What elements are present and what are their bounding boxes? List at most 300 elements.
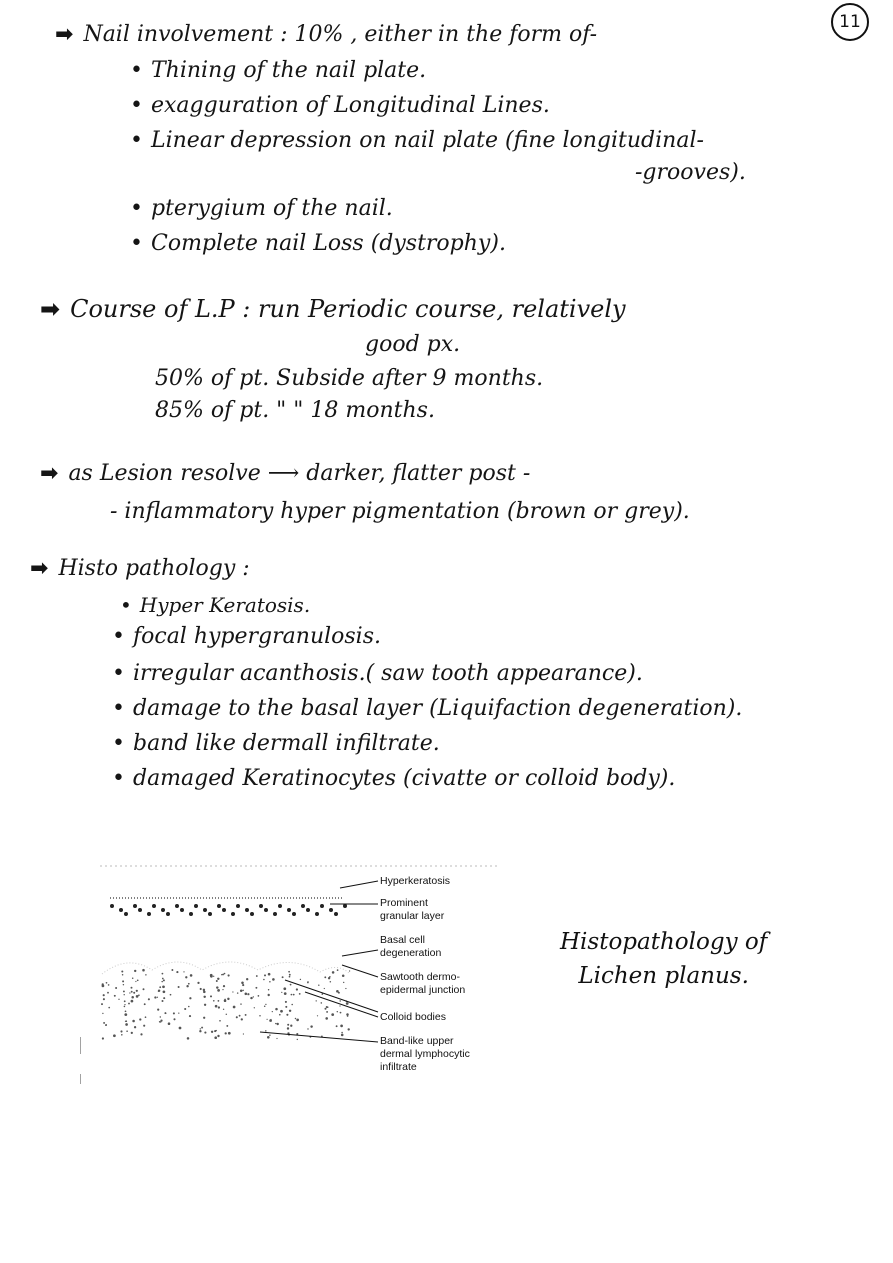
lesion-line: as Lesion resolve ⟶ darker, flatter post -	[68, 461, 531, 486]
infiltrate-dot	[224, 999, 226, 1001]
infiltrate-dot	[328, 977, 330, 979]
infiltrate-dot	[140, 1033, 142, 1035]
infiltrate-dot	[178, 1012, 179, 1013]
granular-dot	[119, 908, 123, 912]
infiltrate-dot	[178, 986, 180, 988]
infiltrate-dot	[284, 992, 287, 995]
list-item: • damaged Keratinocytes (civatte or colloid body).	[112, 766, 676, 791]
infiltrate-dot	[259, 1015, 261, 1017]
infiltrate-dot	[241, 982, 244, 985]
infiltrate-dot	[162, 985, 165, 988]
infiltrate-dot	[245, 993, 248, 996]
course-heading-row	[40, 296, 626, 322]
label-hyperkeratosis: Hyperkeratosis	[380, 875, 451, 887]
infiltrate-dot	[121, 1034, 123, 1036]
infiltrate-dot	[268, 973, 271, 976]
label-basal: Basal cell	[380, 934, 425, 946]
infiltrate-dot	[268, 989, 269, 990]
infiltrate-dot	[255, 987, 257, 989]
infiltrate-dot	[331, 1013, 334, 1016]
infiltrate-dot	[190, 974, 193, 977]
infiltrate-dot	[269, 1034, 271, 1036]
infiltrate-dot	[123, 984, 124, 985]
infiltrate-dot	[263, 979, 265, 981]
granular-dot	[287, 908, 291, 912]
infiltrate-dot	[134, 970, 136, 972]
infiltrate-dot	[337, 969, 339, 971]
infiltrate-dot	[282, 976, 284, 978]
infiltrate-dot	[132, 977, 133, 978]
list-item: • focal hypergranulosis.	[112, 624, 381, 649]
infiltrate-dot	[266, 1019, 267, 1020]
infiltrate-dot	[123, 990, 125, 992]
infiltrate-dot	[125, 1023, 128, 1026]
infiltrate-dot	[226, 1014, 227, 1015]
infiltrate-dot	[318, 984, 319, 985]
infiltrate-dot	[114, 995, 116, 997]
infiltrate-dot	[233, 1006, 236, 1009]
infiltrate-dot	[103, 998, 105, 1000]
infiltrate-dot	[325, 1017, 328, 1020]
infiltrate-dot	[346, 1013, 349, 1016]
arrow-right-icon: ➡	[40, 295, 61, 323]
granular-dot	[329, 908, 333, 912]
infiltrate-dot	[223, 985, 225, 987]
infiltrate-dot	[132, 1020, 135, 1023]
infiltrate-dot	[289, 1010, 291, 1012]
label-granular: Prominent	[380, 897, 428, 909]
label-basal: degeneration	[380, 947, 442, 959]
infiltrate-dot	[224, 1000, 226, 1002]
granular-dot	[152, 904, 156, 908]
infiltrate-dot	[276, 1038, 277, 1039]
infiltrate-dot	[124, 1006, 126, 1008]
infiltrate-dot	[242, 984, 244, 986]
infiltrate-dot	[217, 1035, 219, 1037]
granular-dot	[320, 904, 324, 908]
granular-dot	[231, 912, 235, 916]
infiltrate-dot	[327, 1006, 329, 1008]
infiltrate-dot	[124, 1000, 126, 1002]
infiltrate-dot	[291, 1004, 293, 1006]
infiltrate-dot	[218, 1000, 220, 1002]
infiltrate-dot	[125, 1010, 127, 1012]
infiltrate-dot	[296, 1019, 299, 1022]
infiltrate-dot	[217, 989, 220, 992]
infiltrate-dot	[120, 1030, 122, 1032]
infiltrate-dot	[142, 969, 145, 972]
infiltrate-dot	[108, 1007, 110, 1009]
leader-line	[342, 950, 378, 956]
infiltrate-dot	[176, 971, 178, 973]
infiltrate-dot	[217, 978, 219, 980]
infiltrate-dot	[222, 974, 224, 976]
infiltrate-dot	[291, 994, 293, 996]
infiltrate-dot	[219, 1020, 221, 1022]
infiltrate-dot	[157, 997, 158, 998]
infiltrate-dot	[162, 973, 164, 975]
infiltrate-dot	[349, 970, 350, 971]
granular-dot	[273, 912, 277, 916]
infiltrate-dot	[293, 994, 295, 996]
infiltrate-dot	[316, 1000, 317, 1001]
histopathology-figure	[80, 862, 510, 1092]
infiltrate-dot	[216, 980, 218, 982]
granular-dot	[161, 908, 165, 912]
page-number: 11	[831, 3, 869, 41]
arrow-right-icon: ➡	[40, 461, 59, 486]
infiltrate-dot	[122, 980, 124, 982]
infiltrate-dot	[138, 994, 140, 996]
granular-dot	[259, 904, 263, 908]
infiltrate-dot	[197, 982, 199, 984]
list-item: • Linear depression on nail plate (fine longitudinal-	[130, 128, 704, 153]
infiltrate-dot	[342, 975, 345, 978]
infiltrate-dot	[216, 986, 218, 988]
arrow-right-icon: ➡	[30, 556, 49, 581]
granular-dot	[334, 912, 338, 916]
granular-dot	[175, 904, 179, 908]
infiltrate-dot	[250, 997, 252, 999]
infiltrate-dot	[280, 1010, 283, 1013]
granular-dot	[222, 908, 226, 912]
lesion-row	[40, 461, 530, 487]
bullet-icon: •	[112, 731, 125, 756]
infiltrate-dot	[183, 971, 184, 972]
leader-line	[342, 965, 378, 977]
list-item: • exagguration of Longitudinal Lines.	[130, 93, 550, 118]
infiltrate-dot	[158, 990, 160, 992]
infiltrate-dot	[256, 975, 258, 977]
granular-dot	[138, 908, 142, 912]
list-item: • irregular acanthosis.( saw tooth appearance).	[112, 661, 643, 686]
infiltrate-dot	[188, 983, 190, 985]
course-heading: Course of L.P : run Periodic course, relatively	[70, 295, 626, 323]
infiltrate-dot	[200, 988, 202, 990]
infiltrate-dot	[144, 1003, 146, 1005]
infiltrate-dot	[324, 988, 325, 989]
infiltrate-dot	[103, 1022, 105, 1024]
infiltrate-dot	[107, 992, 109, 994]
infiltrate-dot	[161, 981, 162, 982]
list-item: • Hyper Keratosis.	[120, 593, 311, 617]
infiltrate-dot	[223, 1009, 224, 1010]
infiltrate-dot	[346, 1002, 349, 1005]
granular-dot	[217, 904, 221, 908]
infiltrate-dot	[124, 1013, 127, 1016]
infiltrate-dot	[228, 1032, 231, 1035]
granular-dot	[110, 904, 114, 908]
bullet-icon: •	[120, 593, 132, 617]
infiltrate-dot	[264, 974, 266, 976]
infiltrate-dot	[340, 1012, 342, 1014]
infiltrate-dot	[118, 999, 119, 1000]
infiltrate-dot	[136, 995, 139, 998]
infiltrate-dot	[285, 1001, 287, 1003]
infiltrate-dot	[310, 1025, 312, 1027]
infiltrate-dot	[137, 979, 139, 981]
infiltrate-dot	[103, 994, 105, 996]
label-granular: granular layer	[380, 910, 445, 922]
infiltrate-dot	[115, 987, 117, 989]
label-colloid: Colloid bodies	[380, 1011, 446, 1023]
granular-dot	[180, 908, 184, 912]
infiltrate-dot	[131, 987, 133, 989]
infiltrate-dot	[113, 1034, 116, 1037]
granular-dot	[250, 912, 254, 916]
caption-line: Histopathology of	[560, 929, 768, 955]
infiltrate-dot	[213, 1000, 215, 1002]
granular-dot	[301, 904, 305, 908]
infiltrate-dot	[345, 988, 346, 989]
infiltrate-dot	[148, 998, 150, 1000]
leader-line	[340, 881, 378, 888]
granular-dot	[236, 904, 240, 908]
infiltrate-dot	[129, 992, 130, 993]
infiltrate-dot	[281, 992, 282, 993]
infiltrate-dot	[210, 995, 212, 997]
granular-dot	[147, 912, 151, 916]
infiltrate-dot	[122, 974, 124, 976]
infiltrate-dot	[272, 978, 275, 981]
infiltrate-dot	[228, 974, 230, 976]
infiltrate-dot	[102, 1037, 104, 1039]
infiltrate-dot	[287, 1027, 289, 1029]
list-item: • Complete nail Loss (dystrophy).	[130, 231, 506, 256]
granular-dot	[133, 904, 137, 908]
bullet-icon: •	[112, 766, 125, 791]
infiltrate-dot	[102, 985, 105, 988]
infiltrate-dot	[279, 1014, 281, 1016]
infiltrate-dot	[124, 994, 125, 995]
infiltrate-dot	[326, 1011, 328, 1013]
infiltrate-dot	[237, 992, 238, 993]
infiltrate-dot	[258, 995, 260, 997]
infiltrate-dot	[307, 1028, 308, 1029]
infiltrate-dot	[121, 970, 123, 972]
granular-dot	[189, 912, 193, 916]
infiltrate-dot	[163, 979, 165, 981]
infiltrate-dot	[341, 1032, 343, 1034]
course-line: good px.	[365, 332, 461, 357]
infiltrate-dot	[145, 1016, 147, 1018]
granular-dot	[166, 912, 170, 916]
infiltrate-dot	[173, 1012, 175, 1014]
infiltrate-dot	[227, 998, 229, 1000]
granular-dot	[306, 908, 310, 912]
infiltrate-dot	[307, 982, 309, 984]
histo-heading-row	[30, 556, 250, 582]
infiltrate-dot	[339, 1005, 340, 1006]
infiltrate-dot	[105, 1025, 106, 1026]
infiltrate-dot	[341, 1034, 344, 1037]
infiltrate-dot	[277, 1023, 279, 1025]
infiltrate-dot	[168, 1022, 171, 1025]
infiltrate-dot	[324, 1008, 326, 1010]
infiltrate-dot	[337, 1011, 338, 1012]
infiltrate-dot	[214, 1036, 217, 1039]
infiltrate-dot	[189, 997, 191, 999]
infiltrate-dot	[222, 989, 223, 990]
infiltrate-dot	[253, 996, 254, 997]
leader-line	[260, 1032, 378, 1042]
infiltrate-dot	[348, 1028, 350, 1030]
infiltrate-dot	[106, 982, 108, 984]
list-item: • band like dermall infiltrate.	[112, 731, 440, 756]
sawtooth-outline	[102, 962, 350, 974]
infiltrate-dot	[213, 976, 214, 977]
infiltrate	[101, 969, 350, 1040]
infiltrate-dot	[160, 1019, 162, 1021]
infiltrate-dot	[203, 996, 205, 998]
infiltrate-dot	[286, 1014, 288, 1016]
infiltrate-dot	[290, 1025, 292, 1027]
infiltrate-dot	[134, 1026, 136, 1028]
infiltrate-dot	[101, 1003, 103, 1005]
infiltrate-dot	[330, 981, 332, 983]
infiltrate-dot	[339, 1000, 340, 1001]
infiltrate-dot	[289, 974, 291, 976]
figure-caption	[560, 925, 767, 993]
infiltrate-dot	[340, 1025, 343, 1028]
infiltrate-dot	[343, 982, 344, 983]
list-item-continuation: -grooves).	[635, 160, 746, 185]
infiltrate-dot	[143, 1025, 145, 1027]
infiltrate-dot	[297, 1039, 298, 1040]
infiltrate-dot	[265, 1004, 266, 1005]
infiltrate-dot	[189, 1015, 191, 1017]
infiltrate-dot	[246, 978, 248, 980]
nail-heading: Nail involvement : 10% , either in the form of-	[83, 22, 598, 47]
granular-dot	[315, 912, 319, 916]
infiltrate-dot	[269, 981, 271, 983]
list-item: • pterygium of the nail.	[130, 196, 393, 221]
course-line: 85% of pt. " " 18 months.	[155, 398, 435, 423]
infiltrate-dot	[203, 1017, 205, 1019]
infiltrate-dot	[210, 974, 213, 977]
infiltrate-dot	[290, 984, 292, 986]
infiltrate-dot	[187, 1037, 190, 1040]
list-item: • Thining of the nail plate.	[130, 58, 427, 83]
infiltrate-dot	[184, 1008, 186, 1010]
infiltrate-dot	[275, 1023, 276, 1024]
infiltrate-dot	[211, 1031, 213, 1033]
infiltrate-dot	[300, 979, 301, 980]
infiltrate-dot	[161, 1000, 163, 1002]
infiltrate-dot	[131, 1000, 134, 1003]
leader-line	[285, 980, 378, 1012]
infiltrate-dot	[275, 1008, 278, 1011]
infiltrate-dot	[324, 976, 326, 978]
infiltrate-dot	[268, 994, 270, 996]
bullet-icon: •	[112, 696, 125, 721]
infiltrate-dot	[299, 993, 301, 995]
bullet-icon: •	[130, 58, 143, 83]
infiltrate-dot	[126, 1030, 128, 1032]
infiltrate-dot	[317, 1015, 318, 1016]
infiltrate-dot	[245, 1014, 247, 1016]
infiltrate-dot	[139, 1018, 141, 1020]
infiltrate-dot	[296, 988, 298, 990]
infiltrate-dot	[131, 1032, 133, 1034]
infiltrate-dot	[289, 976, 291, 978]
infiltrate-dot	[241, 1018, 243, 1020]
infiltrate-dot	[179, 1027, 182, 1030]
infiltrate-dot	[240, 1003, 241, 1004]
granular-dot	[264, 908, 268, 912]
infiltrate-dot	[163, 990, 166, 993]
infiltrate-dot	[225, 1032, 227, 1034]
infiltrate-dot	[201, 1027, 203, 1029]
label-sawtooth: Sawtooth dermo-	[380, 971, 460, 983]
bullet-icon: •	[112, 624, 125, 649]
infiltrate-dot	[128, 1003, 130, 1005]
infiltrate-dot	[163, 997, 165, 999]
infiltrate-dot	[170, 994, 172, 996]
granular-dot	[292, 912, 296, 916]
infiltrate-dot	[287, 1024, 289, 1026]
granular-dot	[208, 912, 212, 916]
infiltrate-dot	[145, 974, 146, 975]
infiltrate-dot	[131, 991, 133, 993]
infiltrate-dot	[159, 986, 161, 988]
bullet-icon: •	[130, 196, 143, 221]
infiltrate-dot	[215, 1005, 218, 1008]
infiltrate-dot	[173, 1018, 175, 1020]
infiltrate-dot	[288, 971, 290, 973]
infiltrate-dot	[336, 1025, 338, 1027]
infiltrate-dot	[185, 976, 187, 978]
granular-dot	[203, 908, 207, 912]
bullet-icon: •	[130, 231, 143, 256]
infiltrate-dot	[154, 996, 156, 998]
caption-line: Lichen planus.	[578, 963, 749, 989]
infiltrate-dot	[204, 1004, 206, 1006]
infiltrate-dot	[203, 991, 206, 994]
nail-heading-row	[55, 22, 597, 48]
infiltrate-dot	[269, 1019, 272, 1022]
infiltrate-dot	[321, 1002, 323, 1004]
infiltrate-dot	[254, 1007, 255, 1008]
infiltrate-dot	[131, 996, 134, 999]
infiltrate-dot	[200, 1028, 201, 1029]
infiltrate-dot	[160, 1016, 161, 1017]
bullet-icon: •	[130, 93, 143, 118]
infiltrate-dot	[159, 1021, 161, 1023]
label-band: infiltrate	[380, 1061, 417, 1073]
infiltrate-dot	[283, 987, 286, 990]
infiltrate-dot	[240, 989, 243, 992]
infiltrate-dot	[239, 1015, 241, 1017]
infiltrate-dot	[143, 988, 145, 990]
infiltrate-dot	[236, 1016, 238, 1018]
infiltrate-dot	[135, 981, 136, 982]
infiltrate-dot	[347, 1015, 348, 1016]
infiltrate-dot	[226, 1025, 228, 1027]
granular-dot	[124, 912, 128, 916]
infiltrate-dot	[224, 973, 226, 975]
infiltrate-dot	[186, 985, 188, 987]
infiltrate-dot	[162, 978, 164, 980]
infiltrate-dot	[133, 992, 135, 994]
lesion-line: - inflammatory hyper pigmentation (brown or grey).	[110, 499, 690, 524]
infiltrate-dot	[136, 990, 138, 992]
infiltrate-dot	[285, 1006, 287, 1008]
bullet-icon: •	[130, 128, 143, 153]
infiltrate-dot	[218, 1006, 220, 1008]
label-band: Band-like upper	[380, 1035, 454, 1047]
course-line: 50% of pt. Subside after 9 months.	[155, 366, 544, 391]
